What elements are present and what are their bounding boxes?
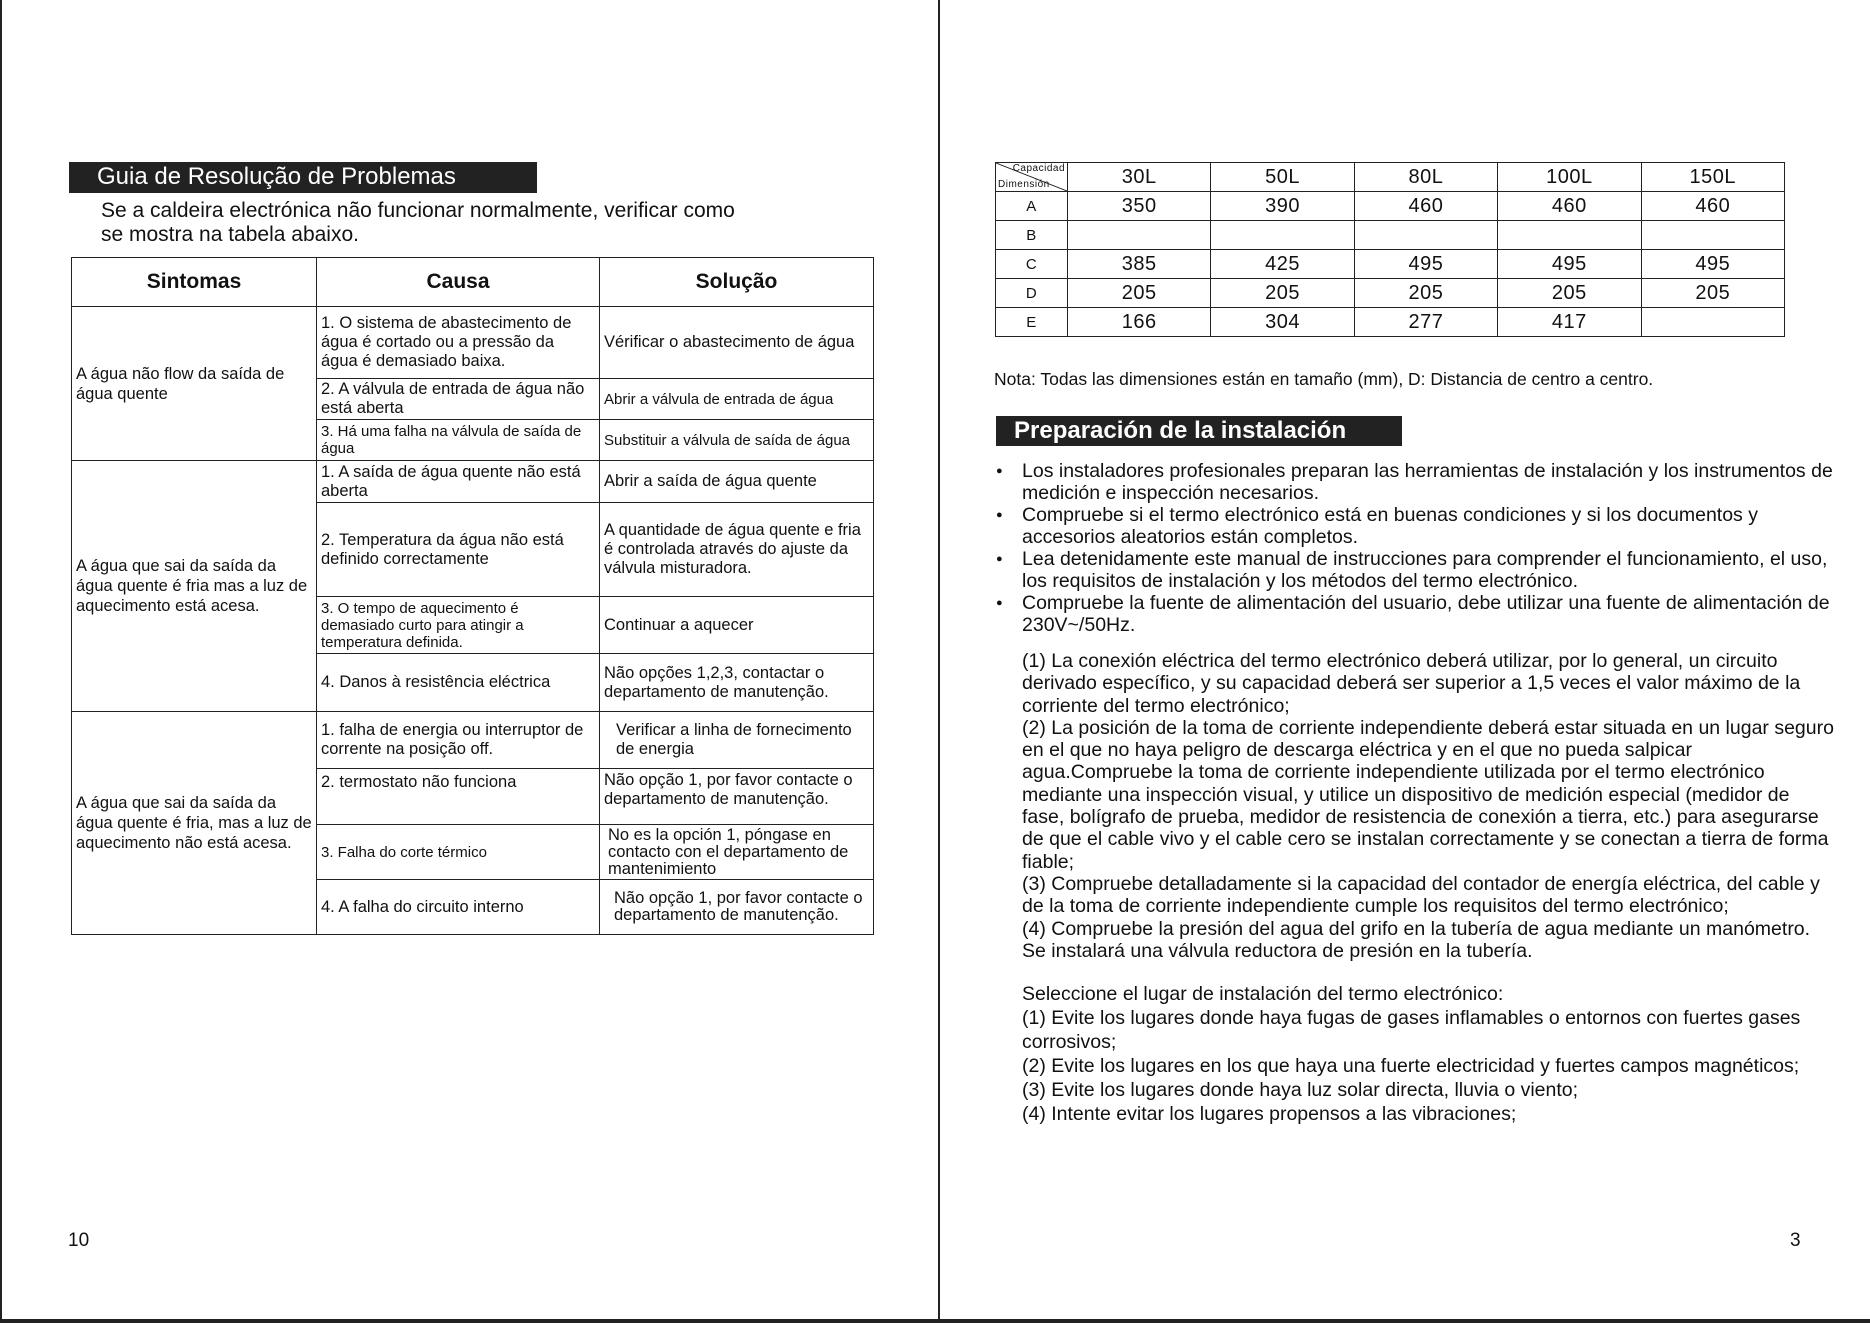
list-item: ● Compruebe si el termo electrónico está en buenas condiciones y si los documentos y accesorios aleatorios están completos. [994, 504, 1834, 548]
table-cell: 385 [1068, 250, 1211, 279]
table-cell [1641, 308, 1784, 337]
table-cell: 460 [1498, 192, 1641, 221]
cause-cell: 4. Danos à resistência eléctrica [317, 654, 600, 712]
power-requirements-block [1022, 650, 1834, 962]
dimensions-table [995, 162, 1785, 337]
cause-cell: 3. Falha do corte térmico [317, 825, 600, 880]
capacity-header: 100L [1498, 163, 1641, 192]
column-header-cause: Causa [317, 258, 600, 307]
list-item: ● Lea detenidamente este manual de instrucciones para comprender el funcionamiento, el uso, los requisitos de instalación y los métodos del termo electrónico. [994, 548, 1834, 592]
capacity-header: 150L [1641, 163, 1784, 192]
solution-cell: Substituir a válvula de saída de água [600, 420, 874, 461]
table-cell [1068, 221, 1211, 250]
table-cell: 205 [1354, 279, 1497, 308]
symptom-cell: A água que sai da saída da água quente é fria, mas a luz de aquecimento não está acesa. [72, 712, 317, 935]
cause-cell: 2. termostato não funciona [317, 769, 600, 825]
table-cell: 166 [1068, 308, 1211, 337]
solution-cell: Vérificar o abastecimento de água [600, 307, 874, 379]
intro-line-2: se mostra na tabela abaixo. [101, 223, 359, 246]
table-row [72, 712, 874, 769]
table-cell: 495 [1354, 250, 1497, 279]
solution-cell: Abrir a válvula de entrada de água [600, 379, 874, 420]
list-item: (2) La posición de la toma de corriente independiente deberá estar situada en un lugar seguro en el que no haya peligro de descarga eléctrica y en el que no pueda salpicar agua.Compruebe la toma de corriente independiente utilizada por el termo electrónico mediante una inspección visual, y utilice un dispositivo de medición especial (medidor de fase, bolígrafo de prueba, medidor de resistencia de conexión a tierra, etc.) para asegurarse de que el cable vivo y el cable cero se instalan correctamente y se conectan a tierra de forma fiable; [1022, 716, 1834, 873]
table-row [996, 163, 1785, 192]
table-row [72, 461, 874, 503]
list-item: (1) Evite los lugares donde haya fugas de gases inflamables o entornos con fuertes gases corrosivos; [1022, 1007, 1801, 1053]
list-item: (4) Compruebe la presión del agua del grifo en la tubería de agua mediante un manómetro. Se instalará una válvula reductora de presión en la tubería. [1022, 917, 1811, 962]
table-cell: 350 [1068, 192, 1211, 221]
solution-cell: Não opções 1,2,3, contactar o departamento de manutenção. [600, 654, 874, 712]
table-cell: 495 [1641, 250, 1784, 279]
column-header-symptoms: Sintomas [72, 258, 317, 307]
corner-header-cell [996, 163, 1068, 192]
cause-cell: 2. A válvula de entrada de água não está aberta [317, 379, 600, 420]
dimension-label: A [996, 192, 1068, 221]
intro-line-1: Se a caldeira electrónica não funcionar normalmente, verificar como [101, 199, 735, 222]
dimensions-note: Nota: Todas las dimensiones están en tamaño (mm), D: Distancia de centro a centro. [994, 369, 1654, 389]
symptom-cell: A água que sai da saída da água quente é fria mas a luz de aquecimento está acesa. [72, 461, 317, 712]
table-cell [1211, 221, 1354, 250]
cause-cell: 1. falha de energia ou interruptor de corrente na posição off. [317, 712, 600, 769]
dimension-label: D [996, 279, 1068, 308]
table-row [72, 307, 874, 379]
table-cell: 495 [1498, 250, 1641, 279]
table-cell [1498, 221, 1641, 250]
cause-cell: 1. O sistema de abastecimento de água é cortado ou a pressão da água é demasiado baixa. [317, 307, 600, 379]
table-cell: 304 [1211, 308, 1354, 337]
table-cell: 460 [1641, 192, 1784, 221]
table-cell: 460 [1354, 192, 1497, 221]
list-item: (3) Evite los lugares donde haya luz solar directa, lluvia o viento; [1022, 1079, 1579, 1101]
dimension-label: C [996, 250, 1068, 279]
cause-cell: 3. Há uma falha na válvula de saída de água [317, 420, 600, 461]
solution-cell: Não opção 1, por favor contacte o departamento de manutenção. [600, 880, 874, 935]
corner-capacity-label: Capacidad [1012, 163, 1065, 174]
solution-cell: Continuar a aquecer [600, 597, 874, 654]
dimension-label: E [996, 308, 1068, 337]
list-item: (3) Compruebe detalladamente si la capacidad del contador de energía eléctrica, del cable y de la toma de corriente independiente cumple los requisitos del termo electrónico; [1022, 872, 1820, 918]
solution-cell: Verificar a linha de fornecimento de energia [600, 712, 874, 769]
list-item: ● Los instaladores profesionales preparan las herramientas de instalación y los instrumentos de medición e inspección necesarios. [994, 460, 1834, 504]
dimension-label: B [996, 221, 1068, 250]
page-number-left: 10 [68, 1230, 90, 1251]
capacity-header: 30L [1068, 163, 1211, 192]
table-cell [1354, 221, 1497, 250]
solution-cell: Não opção 1, por favor contacte o departamento de manutenção. [600, 769, 874, 825]
capacity-header: 50L [1211, 163, 1354, 192]
troubleshooting-table [71, 257, 874, 935]
table-cell: 205 [1211, 279, 1354, 308]
table-cell: 425 [1211, 250, 1354, 279]
list-item: (2) Evite los lugares en los que haya una fuerte electricidad y fuertes campos magnéticos; [1022, 1055, 1800, 1077]
page-number-right: 3 [1790, 1230, 1801, 1251]
symptom-cell: A água não flow da saída de água quente [72, 307, 317, 461]
table-row [996, 279, 1785, 308]
capacity-header: 80L [1354, 163, 1497, 192]
troubleshooting-header: Guia de Resolução de Problemas [69, 162, 537, 193]
table-cell: 277 [1354, 308, 1497, 337]
table-cell: 417 [1498, 308, 1641, 337]
table-cell: 205 [1068, 279, 1211, 308]
list-item: (4) Intente evitar los lugares propensos a las vibraciones; [1022, 1103, 1517, 1125]
table-cell: 390 [1211, 192, 1354, 221]
table-row [996, 250, 1785, 279]
column-header-solution: Solução [600, 258, 874, 307]
table-cell: 205 [1498, 279, 1641, 308]
table-cell [1641, 221, 1784, 250]
bottom-border [0, 1319, 1870, 1323]
prep-bullet-list [994, 460, 1834, 636]
table-row [996, 192, 1785, 221]
cause-cell: 1. A saída de água quente não está aberta [317, 461, 600, 503]
table-row [996, 308, 1785, 337]
cause-cell: 3. O tempo de aquecimento é demasiado curto para atingir a temperatura definida. [317, 597, 600, 654]
location-title: Seleccione el lugar de instalación del termo electrónico: [1022, 983, 1504, 1005]
table-row [996, 221, 1785, 250]
cause-cell: 2. Temperatura da água não está definido correctamente [317, 503, 600, 597]
table-cell: 205 [1641, 279, 1784, 308]
installation-prep-header: Preparación de la instalación [996, 416, 1402, 446]
list-item: ● Compruebe la fuente de alimentación del usuario, debe utilizar una fuente de alimentación de 230V~/50Hz. [994, 592, 1834, 636]
solution-cell: A quantidade de água quente e fria é controlada através do ajuste da válvula misturadora. [600, 503, 874, 597]
cause-cell: 4. A falha do circuito interno [317, 880, 600, 935]
corner-dimension-label: Dimensión [998, 179, 1050, 190]
solution-cell: Abrir a saída de água quente [600, 461, 874, 503]
installation-location-block [1022, 982, 1834, 1126]
list-item: (1) La conexión eléctrica del termo electrónico deberá utilizar, por lo general, un circuito derivado específico, y su capacidad deberá ser superior a 1,5 veces el valor máximo de la corriente del termo electrónico; [1022, 650, 1801, 717]
solution-cell: No es la opción 1, póngase en contacto con el departamento de mantenimiento [600, 825, 874, 880]
